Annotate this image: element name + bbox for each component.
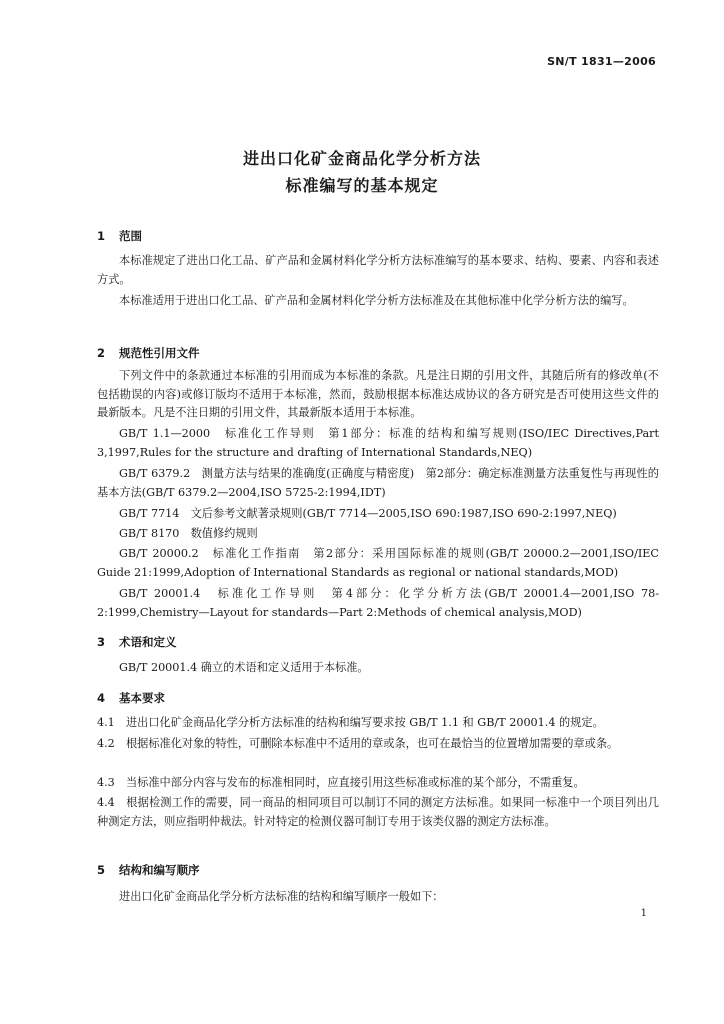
section-title: 术语和定义	[119, 635, 177, 649]
document-title-line-1: 进出口化矿金商品化学分析方法	[242, 149, 481, 168]
reference-item: GB/T 20000.2 标准化工作指南 第2部分：采用国际标准的规则(GB/T 20000.2—2001,ISO/IEC Guide 21:1999,Adoption of International Standards as regional or national standards,MOD)	[97, 547, 659, 579]
reference-item: GB/T 6379.2 测量方法与结果的准确度(正确度与精密度) 第2部分：确定标准测量方法重复性与再现性的基本方法(GB/T 6379.2—2004,ISO 5725-2:1994,IDT)	[97, 467, 659, 499]
clause-4-1: 4.1 进出口化矿金商品化学分析方法标准的结构和编写要求按 GB/T 1.1 和 GB/T 20001.4 的规定。	[97, 716, 604, 729]
reference-item: GB/T 20001.4 标准化工作导则 第4部分：化学分析方法(GB/T 20001.4—2001,ISO 78-2:1999,Chemistry—Layout for standards—Part 2:Methods of chemical analysis,MOD)	[97, 587, 659, 619]
section-3-paragraph-1: GB/T 20001.4 确立的术语和定义适用于本标准。	[119, 661, 369, 674]
clause-4-2: 4.2 根据标准化对象的特性，可删除本标准中不适用的章或条，也可在最恰当的位置增加需要的章或条。	[97, 737, 619, 750]
section-number: 1	[97, 229, 106, 243]
section-title: 结构和编写顺序	[119, 863, 200, 877]
reference-item: GB/T 1.1—2000 标准化工作导则 第1部分：标准的结构和编写规则(ISO/IEC Directives,Part 3,1997,Rules for the structure and drafting of International Standards,NEQ)	[97, 427, 659, 459]
section-number: 3	[97, 635, 106, 649]
section-5-heading	[97, 862, 200, 878]
section-2-heading	[97, 345, 200, 361]
section-1-paragraph-2: 本标准适用于进出口化工品、矿产品和金属材料化学分析方法标准及在其他标准中化学分析方法的编写。	[119, 294, 634, 307]
section-4-heading	[97, 690, 165, 706]
section-number: 2	[97, 346, 106, 360]
page-number: 1	[640, 908, 647, 919]
section-title: 基本要求	[119, 691, 165, 705]
section-3-heading	[97, 634, 177, 650]
standard-code: SN/T 1831—2006	[547, 55, 656, 68]
section-title: 规范性引用文件	[119, 346, 200, 360]
reference-item: GB/T 8170 数值修约规则	[119, 527, 258, 540]
reference-item: GB/T 7714 文后参考文献著录规则(GB/T 7714—2005,ISO 690:1987,ISO 690-2:1997,NEQ)	[119, 507, 617, 520]
section-number: 5	[97, 863, 106, 877]
section-1-heading	[97, 228, 142, 244]
section-number: 4	[97, 691, 106, 705]
section-title: 范围	[119, 229, 142, 243]
section-1-paragraph-1: 本标准规定了进出口化工品、矿产品和金属材料化学分析方法标准编写的基本要求、结构、要素、内容和表述方式。	[97, 254, 659, 286]
section-2-paragraph-1: 下列文件中的条款通过本标准的引用而成为本标准的条款。凡是注日期的引用文件，其随后所有的修改单(不包括勘误的内容)或修订版均不适用于本标准，然而，鼓励根据本标准达成协议的各方研究是否可使用这些文件的最新版本。凡是不注日期的引用文件，其最新版本适用于本标准。	[97, 369, 659, 419]
clause-4-3: 4.3 当标准中部分内容与发布的标准相同时，应直接引用这些标准或标准的某个部分，不需重复。	[97, 776, 585, 789]
document-title-line-2: 标准编写的基本规定	[285, 176, 439, 195]
clause-4-4: 4.4 根据检测工作的需要，同一商品的相同项目可以制订不同的测定方法标准。如果同一标准中一个项目列出几种测定方法，则应指明仲裁法。针对特定的检测仪器可制订专用于该类仪器的测定方法标准。	[97, 796, 659, 828]
section-5-paragraph-1: 进出口化矿金商品化学分析方法标准的结构和编写顺序一般如下：	[119, 890, 444, 903]
